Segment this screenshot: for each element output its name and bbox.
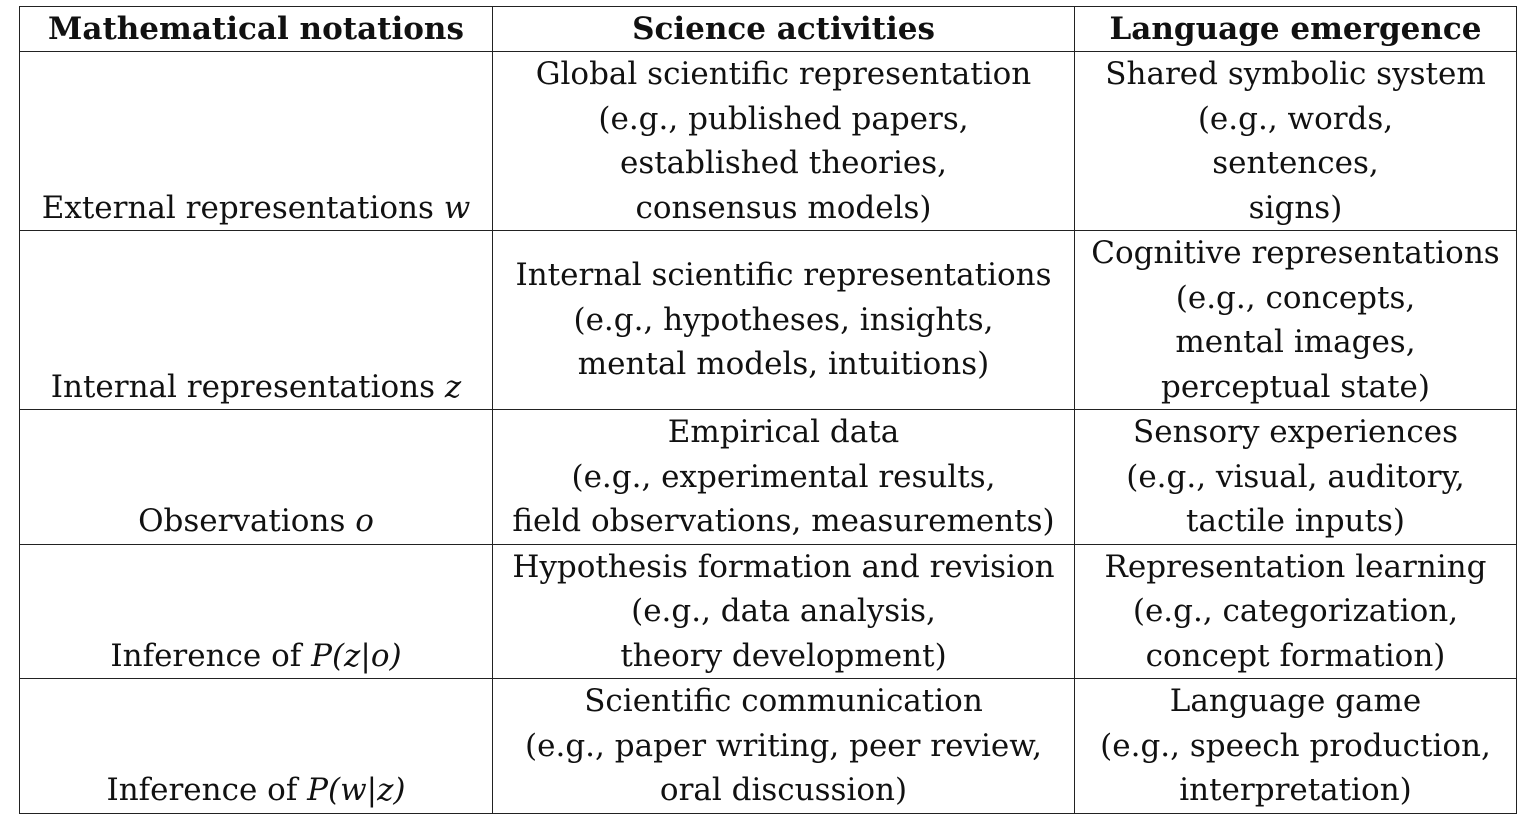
science-line: Empirical data <box>667 414 900 450</box>
table-header-row <box>20 7 1517 52</box>
language-line: (e.g., visual, auditory, <box>1126 458 1465 495</box>
language-cell <box>1075 231 1517 410</box>
language-cell <box>1075 410 1517 545</box>
language-cell <box>1075 679 1517 814</box>
notation-text: External representations <box>41 189 444 226</box>
notation-cell <box>20 52 493 231</box>
science-line: (e.g., paper writing, peer review, <box>525 727 1042 764</box>
science-line: (e.g., hypotheses, insights, <box>573 301 994 338</box>
language-line: Sensory experiences <box>1133 414 1458 450</box>
language-line: (e.g., concepts, <box>1175 279 1416 316</box>
notation-symbol: z <box>444 368 462 405</box>
language-line: (e.g., words, <box>1197 100 1394 137</box>
science-line: (e.g., data analysis, <box>631 593 936 629</box>
header-science-activities: Science activities <box>493 7 1075 52</box>
science-line: Global scientific representation <box>535 56 1032 92</box>
comparison-table <box>19 6 1517 814</box>
science-line: (e.g., published papers, <box>598 100 969 137</box>
science-line: mental models, intuitions) <box>577 346 990 383</box>
language-line: interpretation) <box>1179 772 1412 808</box>
science-line: (e.g., experimental results, <box>571 458 996 495</box>
notation-cell <box>20 410 493 545</box>
language-line: Language game <box>1169 683 1422 719</box>
notation-symbol: w <box>443 189 471 226</box>
table-row <box>20 544 1517 679</box>
science-cell <box>493 410 1075 545</box>
notation-text: Observations <box>138 503 356 539</box>
science-line: Hypothesis formation and revision <box>512 548 1055 585</box>
notation-text: Inference of <box>106 772 308 808</box>
language-line: perceptual state) <box>1161 368 1430 405</box>
language-line: Cognitive representations <box>1091 235 1500 271</box>
language-cell <box>1075 544 1517 679</box>
language-line: (e.g., speech production, <box>1100 727 1491 764</box>
notation-text: Internal representations <box>50 368 445 405</box>
science-cell <box>493 52 1075 231</box>
language-cell <box>1075 52 1517 231</box>
table-row <box>20 52 1517 231</box>
language-line: signs) <box>1248 189 1343 226</box>
notation-cell <box>20 231 493 410</box>
table-row <box>20 231 1517 410</box>
notation-text: Inference of <box>110 637 312 674</box>
language-line: tactile inputs) <box>1186 503 1405 539</box>
science-cell <box>493 544 1075 679</box>
science-line: field observations, measurements) <box>512 503 1055 539</box>
notation-cell <box>20 679 493 814</box>
header-mathematical-notations: Mathematical notations <box>20 7 493 52</box>
science-line: established theories, <box>619 145 948 181</box>
table-row <box>20 679 1517 814</box>
language-line: mental images, <box>1175 324 1416 360</box>
language-line: concept formation) <box>1145 637 1446 674</box>
science-line: theory development) <box>620 637 947 674</box>
language-line: (e.g., categorization, <box>1132 593 1459 629</box>
notation-symbol: P(z|o) <box>311 637 402 674</box>
header-language-emergence: Language emergence <box>1075 7 1517 52</box>
science-cell <box>493 231 1075 410</box>
notation-symbol: o <box>355 503 374 539</box>
science-line: consensus models) <box>635 189 932 226</box>
language-line: sentences, <box>1212 145 1379 181</box>
science-line: Internal scientific representations <box>515 257 1052 294</box>
notation-symbol: P(w|z) <box>307 772 406 808</box>
science-line: Scientific communication <box>584 683 983 719</box>
comparison-table-container <box>19 6 1517 814</box>
table-row <box>20 410 1517 545</box>
language-line: Shared symbolic system <box>1105 56 1486 92</box>
notation-cell <box>20 544 493 679</box>
science-cell <box>493 679 1075 814</box>
science-line: oral discussion) <box>659 772 908 808</box>
language-line: Representation learning <box>1104 548 1487 585</box>
